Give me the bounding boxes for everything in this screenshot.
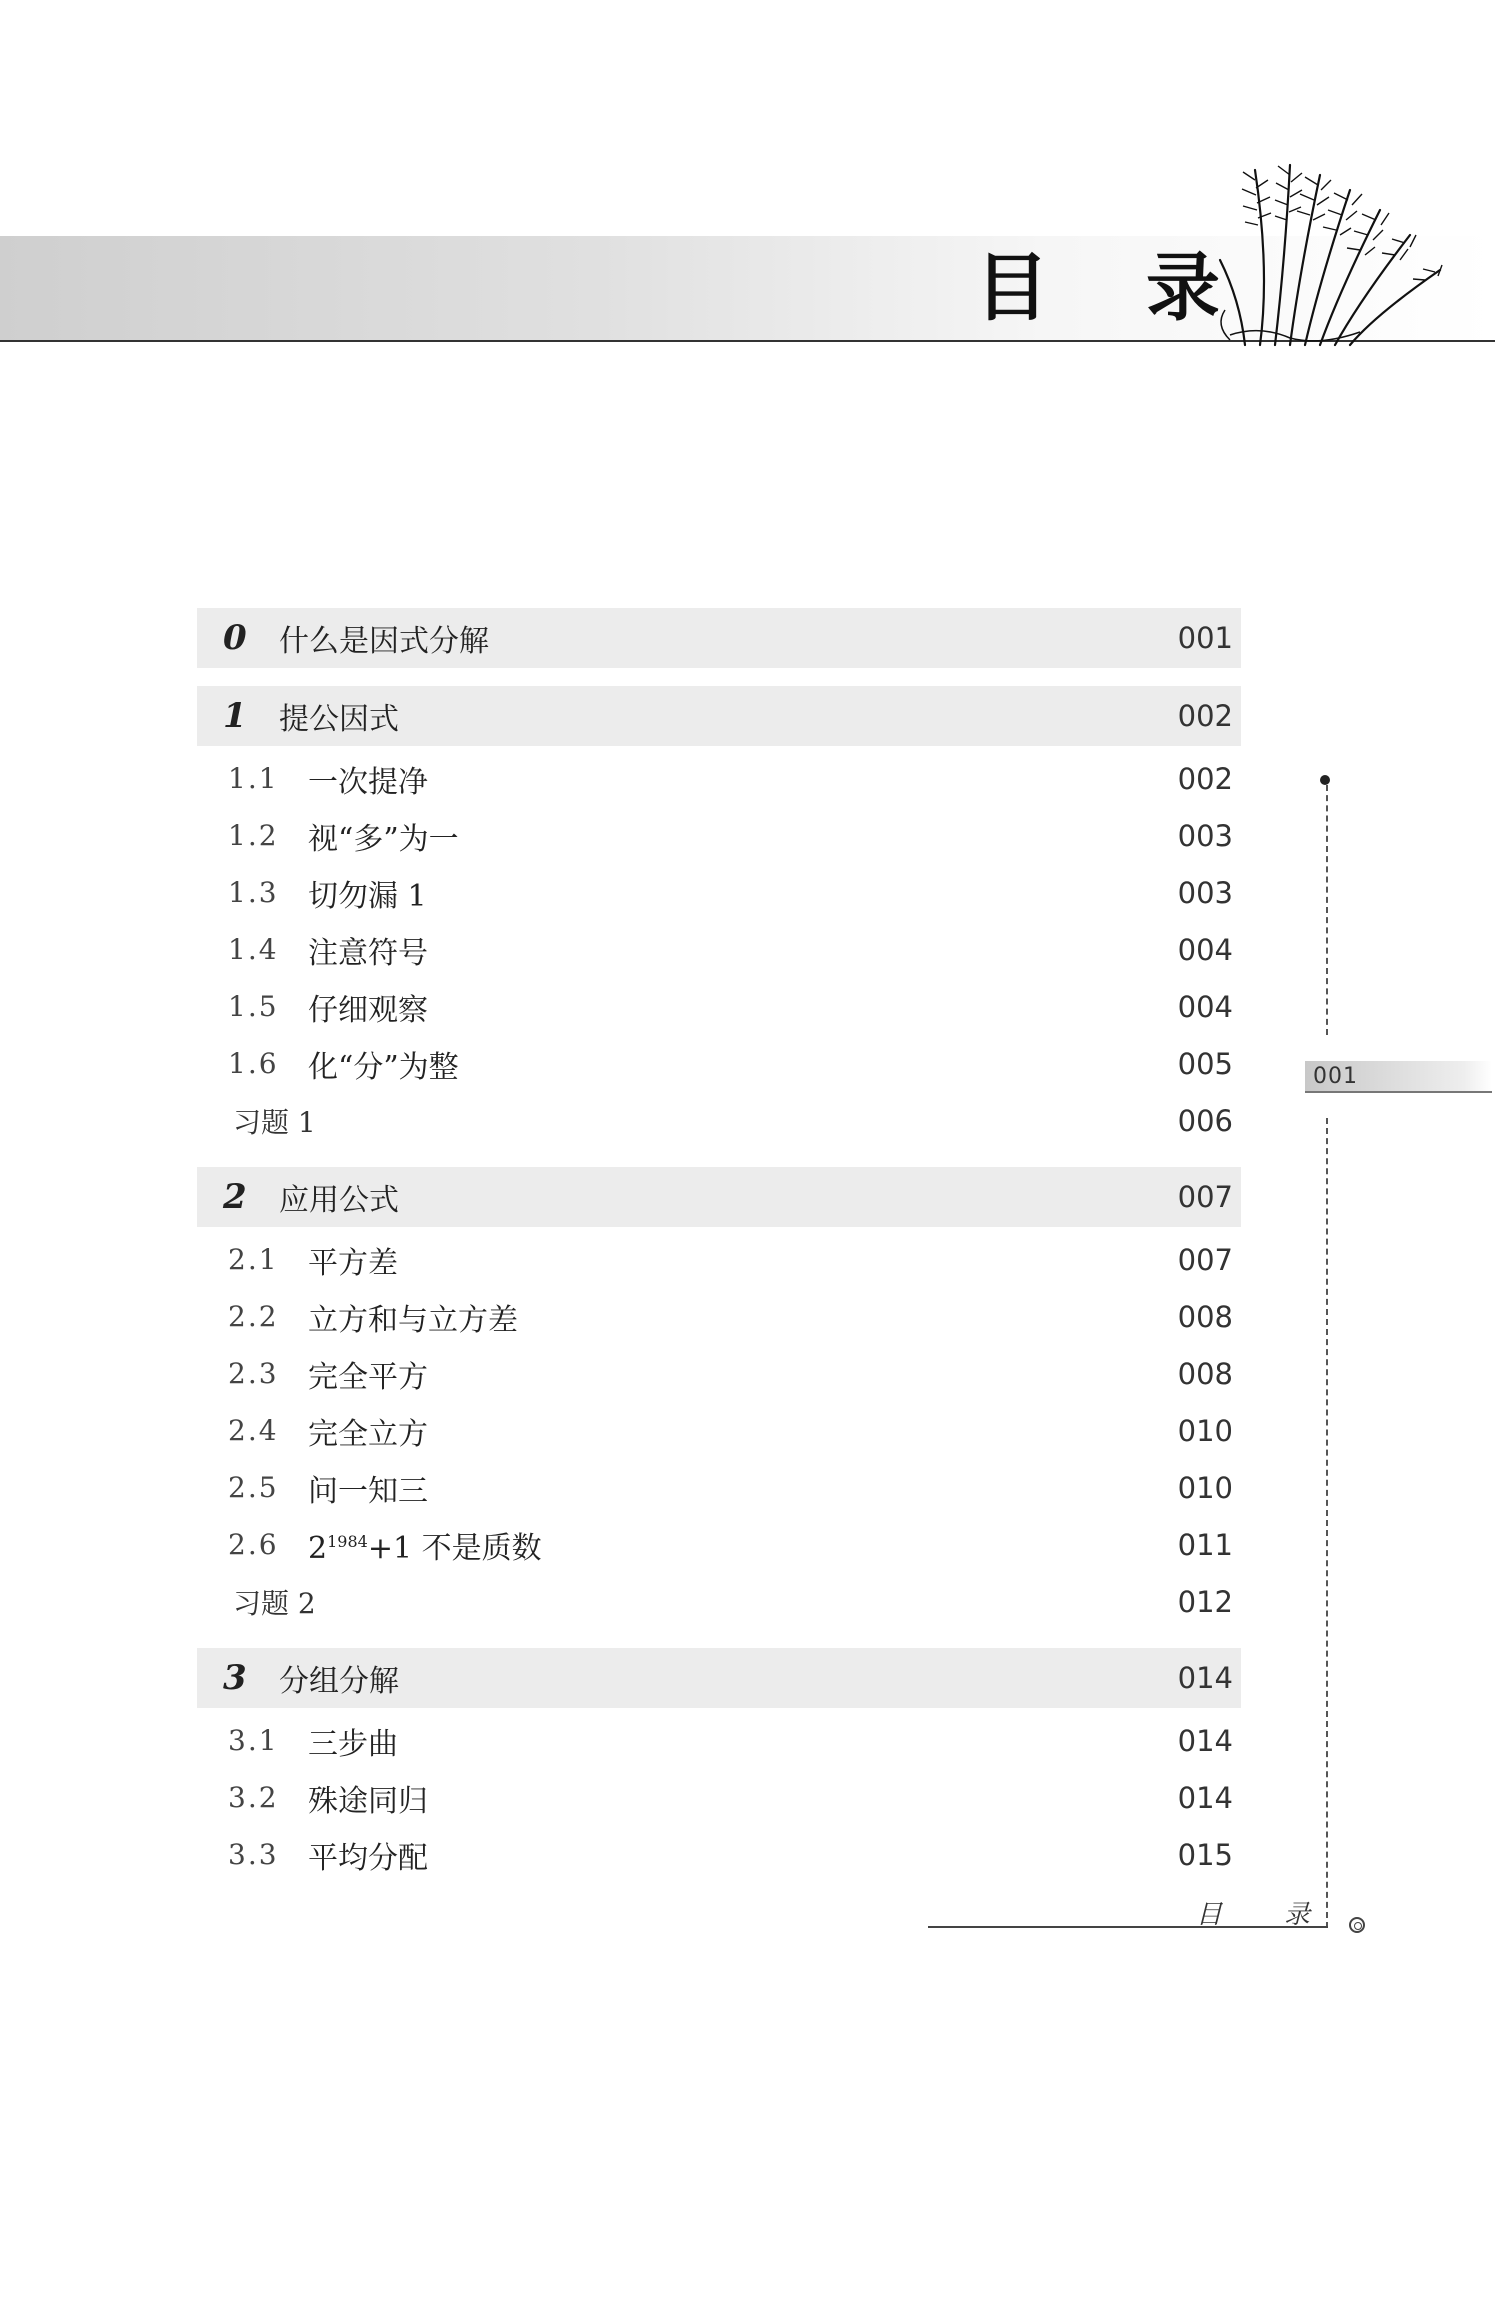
- footer-char-mu: 目: [1196, 1900, 1223, 1930]
- section-number: 3.1: [228, 1724, 279, 1757]
- section-number: 3.2: [228, 1781, 279, 1814]
- section-title: 完全平方: [308, 1359, 428, 1395]
- page-number: 008: [1177, 1299, 1233, 1334]
- chapter-row[interactable]: [197, 1167, 1241, 1227]
- page-number: 014: [1177, 1723, 1233, 1758]
- section-row[interactable]: [197, 1402, 1241, 1459]
- title-char-lu: 录: [1146, 245, 1220, 331]
- page-number: 010: [1177, 1413, 1233, 1448]
- page-number: 014: [1177, 1661, 1233, 1695]
- dashed-line-upper: [1326, 785, 1328, 1035]
- section-title: 平方差: [308, 1245, 398, 1281]
- chapter-title: 提公因式: [279, 702, 399, 737]
- section-title: 化“分”为整: [308, 1049, 459, 1085]
- page-number: 006: [1177, 1103, 1233, 1138]
- section-title: 完全立方: [308, 1416, 428, 1452]
- page-number: 002: [1177, 699, 1233, 733]
- section-title: 切勿漏 1: [308, 878, 427, 914]
- chapter-title: 应用公式: [279, 1183, 399, 1218]
- page-number: 007: [1177, 1242, 1233, 1277]
- section-row[interactable]: [197, 1769, 1241, 1826]
- section-number: 2.5: [228, 1471, 279, 1504]
- section-title-exponent: 1984: [327, 1531, 368, 1551]
- page-number: 015: [1177, 1837, 1233, 1872]
- exercise-row[interactable]: [197, 1573, 1241, 1630]
- dashed-line-lower: [1326, 1118, 1328, 1928]
- section-row[interactable]: [197, 1516, 1241, 1573]
- section-number: 1.3: [228, 876, 279, 909]
- section-title-base: 2: [308, 1530, 328, 1566]
- page-tab-number: 001: [1313, 1064, 1358, 1089]
- section-number: 1.6: [228, 1047, 279, 1080]
- chapter-number: 3: [223, 1658, 247, 1698]
- timeline-dot: [1320, 775, 1330, 785]
- section-number: 1.4: [228, 933, 279, 966]
- chapter-title: 什么是因式分解: [279, 624, 489, 659]
- section-row[interactable]: [197, 1459, 1241, 1516]
- section-row[interactable]: [197, 921, 1241, 978]
- section-row[interactable]: [197, 1288, 1241, 1345]
- section-title: 一次提净: [308, 764, 428, 800]
- section-title: 注意符号: [308, 935, 428, 971]
- chapter-number: 1: [223, 696, 247, 736]
- page-number: 003: [1177, 875, 1233, 910]
- section-title: 立方和与立方差: [308, 1302, 518, 1338]
- exercise-label: 习题 1: [233, 1105, 316, 1139]
- page-number: 002: [1177, 761, 1233, 796]
- section-row[interactable]: [197, 1826, 1241, 1883]
- reed-illustration: [1200, 150, 1460, 350]
- chapter-row[interactable]: [197, 608, 1241, 668]
- section-row[interactable]: [197, 1712, 1241, 1769]
- chapter-number: 2: [223, 1177, 247, 1217]
- page-number: 001: [1177, 621, 1233, 655]
- chapter-number: 0: [223, 618, 247, 658]
- title-char-mu: 目: [975, 245, 1049, 331]
- section-title: 仔细观察: [308, 992, 428, 1028]
- section-number: 2.6: [228, 1528, 279, 1561]
- section-row[interactable]: [197, 1231, 1241, 1288]
- page-number: 014: [1177, 1780, 1233, 1815]
- section-row[interactable]: [197, 807, 1241, 864]
- section-number: 2.4: [228, 1414, 279, 1447]
- section-title: [308, 1523, 542, 1567]
- section-row[interactable]: [197, 864, 1241, 921]
- chapter-title: 分组分解: [279, 1664, 399, 1699]
- section-number: 2.3: [228, 1357, 279, 1390]
- circle-icon: [1349, 1917, 1365, 1933]
- section-title: 问一知三: [308, 1473, 428, 1509]
- page-number: 004: [1177, 932, 1233, 967]
- exercise-label: 习题 2: [233, 1586, 316, 1620]
- page-number: 012: [1177, 1584, 1233, 1619]
- chapter-row[interactable]: [197, 686, 1241, 746]
- section-row[interactable]: [197, 1345, 1241, 1402]
- section-title: 视“多”为一: [308, 821, 459, 857]
- section-title: 平均分配: [308, 1840, 428, 1876]
- section-row[interactable]: [197, 978, 1241, 1035]
- section-row[interactable]: [197, 750, 1241, 807]
- section-number: 1.5: [228, 990, 279, 1023]
- footer-char-lu: 录: [1284, 1900, 1311, 1930]
- page-number: 005: [1177, 1046, 1233, 1081]
- page-number: 011: [1177, 1527, 1233, 1562]
- section-row[interactable]: [197, 1035, 1241, 1092]
- footer-rule: [928, 1926, 1328, 1928]
- section-title: 三步曲: [308, 1726, 398, 1762]
- chapter-row[interactable]: [197, 1648, 1241, 1708]
- section-number: 1.1: [228, 762, 279, 795]
- page-number: 003: [1177, 818, 1233, 853]
- exercise-row[interactable]: [197, 1092, 1241, 1149]
- section-title: 殊途同归: [308, 1783, 428, 1819]
- section-number: 2.1: [228, 1243, 279, 1276]
- section-number: 2.2: [228, 1300, 279, 1333]
- section-number: 1.2: [228, 819, 279, 852]
- table-of-contents: [197, 608, 1241, 1883]
- page-number: 004: [1177, 989, 1233, 1024]
- section-number: 3.3: [228, 1838, 279, 1871]
- page-number: 010: [1177, 1470, 1233, 1505]
- page-number: 007: [1177, 1180, 1233, 1214]
- section-title-rest: +1 不是质数: [367, 1530, 542, 1566]
- page-number: 008: [1177, 1356, 1233, 1391]
